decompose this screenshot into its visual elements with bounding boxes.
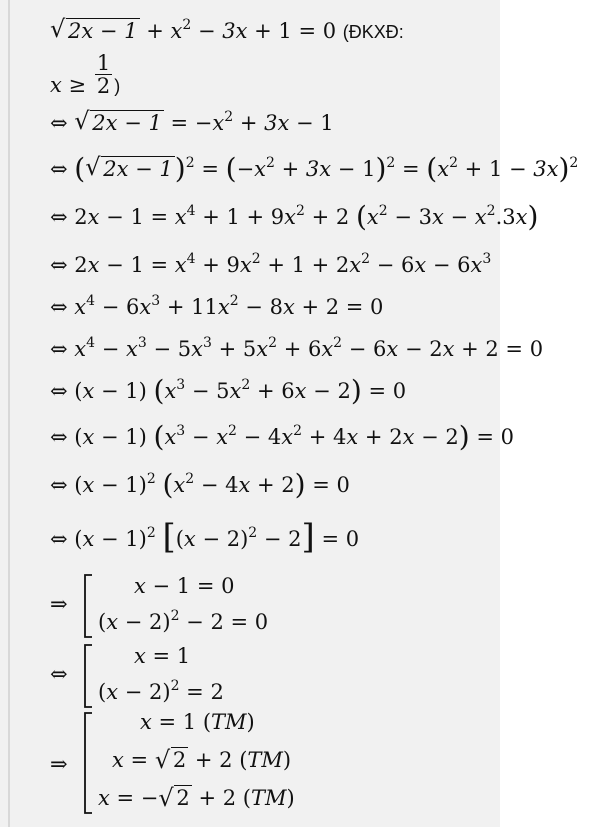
panel-edge (8, 0, 10, 827)
left-bracket-icon (82, 644, 94, 708)
equation-line-7: ⇔ $x^4 - 6x^3 + 11x^2 - 8x + 2 = 0$ (50, 293, 384, 319)
equation-system-2: ⇔ x = 1 $(x - 2)^2 = 2$ (50, 640, 350, 712)
equation-line-5: ⇔ $2x - 1 = x^4 + 1 + 9x^2 + 2$ $(x^2 - 3x - x^2.3x)$ (50, 200, 539, 233)
equation-line-8: ⇔ $x^4 - x^3 - 5x^3 + 5x^2 + 6x^2 - 6x - 2x + 2 = 0$ (50, 335, 544, 361)
equation-line-1: √ $2x - 1 + x^2 - 3x + 1 = 0$ (ĐKXĐ: (50, 18, 404, 45)
equation-system-3: ⇒ x = 1 (TM) x = √ 2 + 2 (TM) x = −√ 2 + 2 (TM) (50, 708, 370, 818)
equation-line-3: ⇔ √ $2x - 1 = -x^2 + 3x - 1$ (50, 110, 334, 136)
equation-line-2: x ≥ $\frac{1}{2}$ ) (50, 51, 121, 98)
equation-line-10: ⇔ (x − 1) $(x^3 - x^2 - 4x^2 + 4x + 2x - 2) = 0$ (50, 420, 514, 453)
equation-line-9: ⇔ (x − 1) $(x^3 - 5x^2 + 6x - 2) = 0$ (50, 374, 407, 407)
left-bracket-icon (82, 574, 94, 638)
equation-line-11: ⇔ $(x - 1)^2$ $(x^2 - 4x + 2) = 0$ (50, 468, 350, 501)
equation-system-1: ⇒ x − 1 = 0 $(x - 2)^2 - 2 = 0$ (50, 570, 350, 642)
equation-line-6: ⇔ $2x - 1 = x^4 + 9x^2 + 1 + 2x^2 - 6x - 6x^3$ (50, 251, 492, 277)
left-bracket-icon (82, 712, 94, 814)
equation-line-4: ⇔ (√ $2x - 1)^2 = (-x^2 + 3x - 1)^2 = (x^2 + 1 - 3x)^2$ (50, 156, 578, 182)
equation-line-12: ⇔ $(x - 1)^2$ $[(x - 2)^2 - 2] = 0$ (50, 517, 360, 557)
